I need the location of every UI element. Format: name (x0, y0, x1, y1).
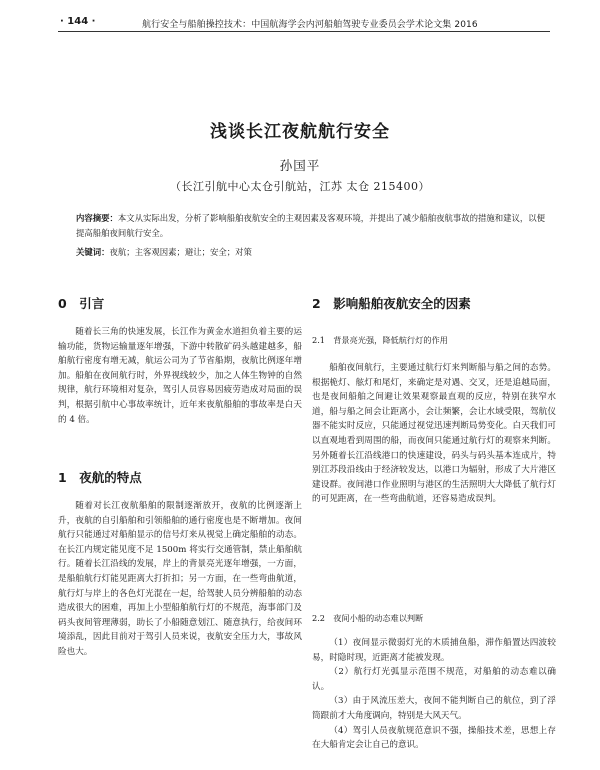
section-0-body (58, 325, 302, 427)
section-2-1-body (312, 361, 556, 507)
section-1-body (58, 499, 302, 660)
author: 孙国平 (279, 158, 321, 173)
paragraph: 随着长三角的快速发展，长江作为黄金水道担负着主要的运输功能，货物运输量逐年增强，下游中转散矿码头越建越多，船舶航行密度有增无减，航运公司为了节省船期，夜航比例逐年增加。船舶在夜间航行时，外界视线较少，加之人体生物钟的自然规律，航行环境相对复杂，驾引人员容易因疲劳造成对局面的误判，根据引航中心事故率统计，近年来夜航船舶的事故率是白天的 4 倍。 (58, 327, 302, 425)
section-2-heading: 2 影响船舶夜航安全的因素 (312, 296, 471, 311)
list-item: （4）驾引人员夜航规范意识不强，操船技术差，思想上存在大船肯定会让自己的意识。 (312, 725, 556, 751)
running-header (60, 14, 560, 32)
affiliation: （长江引航中心太仓引航站，江苏 太仓 215400） (170, 180, 430, 193)
abstract (76, 211, 546, 240)
section-2-2-body (312, 636, 556, 753)
keywords (76, 245, 546, 259)
section-2-2-heading: 2.2 夜间小船的动态难以判断 (312, 613, 424, 623)
section-2-1-heading: 2.1 背景亮光强，降低航行灯的作用 (312, 335, 448, 345)
keywords-label: 关键词： (76, 247, 110, 257)
page-number: · 144 · (60, 16, 96, 27)
header-rule (58, 31, 550, 32)
paragraph: 船舶夜间航行，主要通过航行灯来判断船与船之间的态势。根据桅灯、舷灯和尾灯，来确定是对遇、交叉，还是追越局面，也是夜间船舶之间避让效果观察最直观的反应，特别在狭窄水道，船与船之间会让距离小，会让频繁，会让水域受限，驾航仪器不能实时反应，只能通过视觉迅速判断局势变化。白天我们可以直观地看到周围的船，而夜间只能通过航行灯的观察来判断。另外随着长江沿线港口的快速建设，码头与码头基本连成片，特别江苏段沿线由于经济较发达，以港口为辐射，形成了大片港区建设群。夜间港口作业照明与港区的生活照明大大降低了航行灯的可见距离，在一些弯曲航道，还容易造成误判。 (312, 363, 556, 505)
paragraph: 随着对长江夜航船舶的限制逐渐放开，夜航的比例逐渐上升，夜航的自引船舶和引领船舶的通行密度也是不断增加。夜间航行只能通过对船舶显示的信号灯来从视觉上确定船舶的动态。在长江内规定能见度不足 1500m 将实行交通管制，禁止船舶航行。随着长江沿线的发展，岸上的背景亮光逐年增强，一方面，是船舶航行灯能见距离大打折扣；另一方面，在一些弯曲航道，航行灯与岸上的各色灯光混在一起，给驾驶人员分辨船舶的动态造成很大的困难，再加上小型船舶航行灯的不规范，海事部门及码头夜间管理薄弱，助长了小船随意划江、随意执行，给夜间环境添乱，因此目前对于驾引人员来说，夜航安全压力大，事故风险也大。 (58, 501, 302, 657)
section-0-heading: 0 引言 (58, 296, 105, 311)
paper-title: 浅谈长江夜航航行安全 (210, 122, 390, 142)
journal-title: 航行安全与船舶操控技术：中国航海学会内河船舶驾驶专业委员会学术论文集 2016 (142, 20, 478, 30)
list-item: （1）夜间显示微弱灯光的木质捕鱼船，滞作船置达四波较易，时隐时现，近距离才能被发现。 (312, 638, 556, 663)
section-1-heading: 1 夜航的特点 (58, 470, 142, 485)
list-item: （2）航行灯光弧显示范围不规范，对船舶的动态难以确认。 (312, 667, 556, 692)
keywords-text: 夜航；主客观因素；避让；安全；对策 (109, 247, 252, 257)
abstract-text: 本文从实际出发，分析了影响船舶夜航安全的主观因素及客观环境，并提出了减少船舶夜航事故的措施和建议，以便提高船舶夜间航行安全。 (76, 213, 545, 238)
abstract-label: 内容摘要： (76, 213, 118, 223)
list-item: （3）由于风流压差大，夜间不能判断自己的航位，到了浮筒跟前才大角度调向，特别是大风天气。 (312, 696, 556, 721)
